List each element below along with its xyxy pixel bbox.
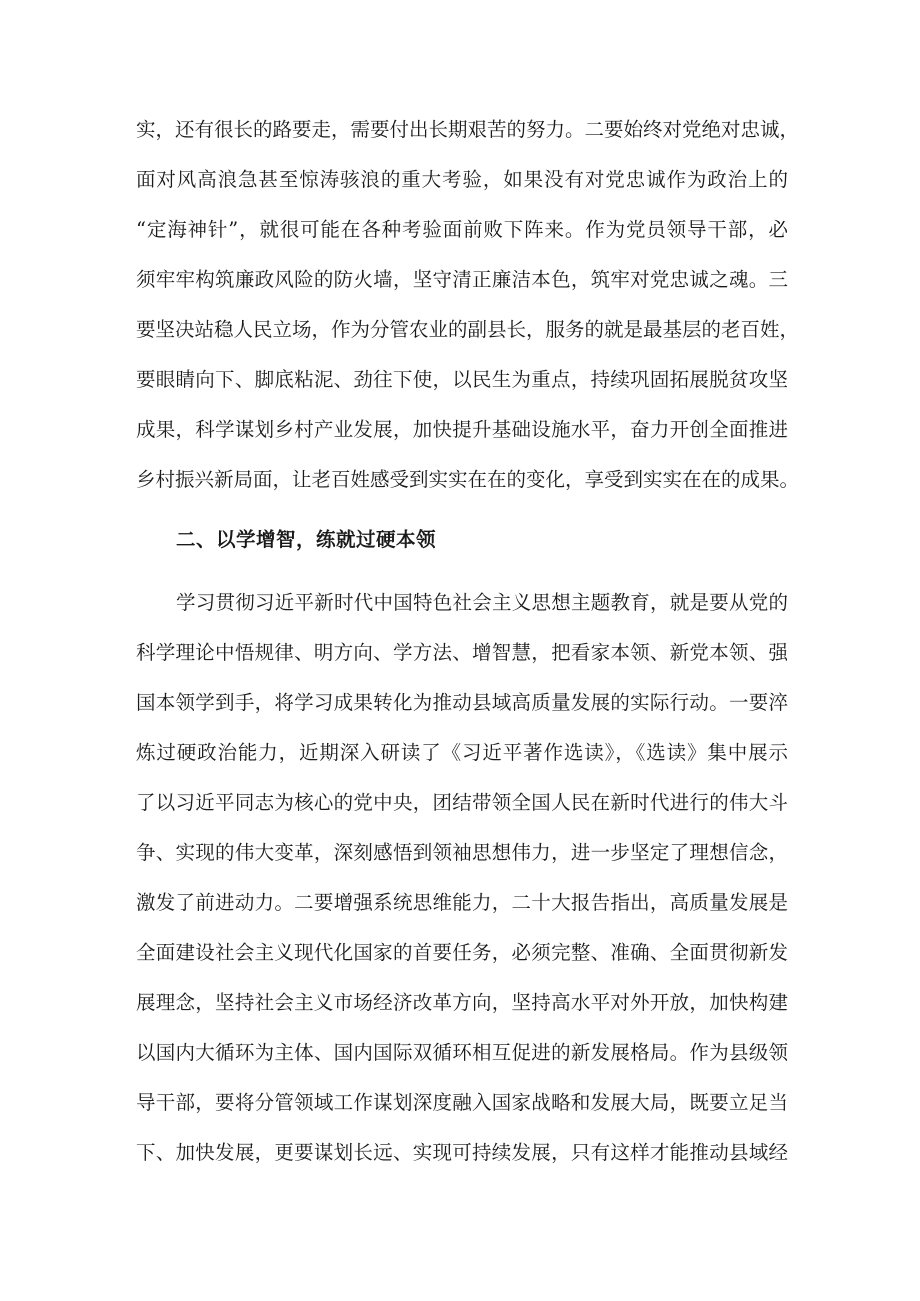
paragraph-line: 以国内大循环为主体、国内国际双循环相互促进的新发展格局。作为县级领 <box>136 1041 788 1064</box>
paragraph-line: 成果，科学谋划乡村产业发展，加快提升基础设施水平，奋力开创全面推进 <box>136 418 788 441</box>
paragraph-line: 下、加快发展，更要谋划长远、实现可持续发展，只有这样才能推动县域经 <box>136 1141 788 1164</box>
paragraph-line: 激发了前进动力。二要增强系统思维能力，二十大报告指出，高质量发展是 <box>136 891 788 914</box>
paragraph-line: 面对风高浪急甚至惊涛骇浪的重大考验，如果没有对党忠诚作为政治上的 <box>136 168 788 191</box>
paragraph-line: 展理念，坚持社会主义市场经济改革方向，坚持高水平对外开放，加快构建 <box>136 991 788 1014</box>
paragraph-line: 炼过硬政治能力，近期深入研读了《习近平著作选读》，《选读》集中展示 <box>136 741 788 764</box>
paragraph-line: 科学理论中悟规律、明方向、学方法、增智慧，把看家本领、新党本领、强 <box>136 641 788 664</box>
paragraph-line: 导干部，要将分管领域工作谋划深度融入国家战略和发展大局，既要立足当 <box>136 1091 788 1114</box>
paragraph-line: 争、实现的伟大变革，深刻感悟到领袖思想伟力，进一步坚定了理想信念， <box>136 841 788 864</box>
section-heading: 二、以学增智，练就过硬本领 <box>176 528 437 551</box>
paragraph-line: 实，还有很长的路要走，需要付出长期艰苦的努力。二要始终对党绝对忠诚， <box>136 118 800 141</box>
paragraph-line: 全面建设社会主义现代化国家的首要任务，必须完整、准确、全面贯彻新发 <box>136 941 788 964</box>
paragraph-line: “定海神针”，就很可能在各种考验面前败下阵来。作为党员领导干部，必 <box>136 218 788 241</box>
paragraph-line: 要眼睛向下、脚底粘泥、劲往下使，以民生为重点，持续巩固拓展脱贫攻坚 <box>136 368 788 391</box>
paragraph-line: 学习贯彻习近平新时代中国特色社会主义思想主题教育，就是要从党的 <box>176 591 788 614</box>
paragraph-line: 须牢牢构筑廉政风险的防火墙，坚守清正廉洁本色，筑牢对党忠诚之魂。三 <box>136 268 788 291</box>
paragraph-line: 要坚决站稳人民立场，作为分管农业的副县长，服务的就是最基层的老百姓， <box>136 318 800 341</box>
paragraph-line: 了以习近平同志为核心的党中央，团结带领全国人民在新时代进行的伟大斗 <box>136 791 788 814</box>
paragraph-line: 乡村振兴新局面，让老百姓感受到实实在在的变化，享受到实实在在的成果。 <box>136 468 800 491</box>
paragraph-line: 国本领学到手，将学习成果转化为推动县域高质量发展的实际行动。一要淬 <box>136 691 788 714</box>
